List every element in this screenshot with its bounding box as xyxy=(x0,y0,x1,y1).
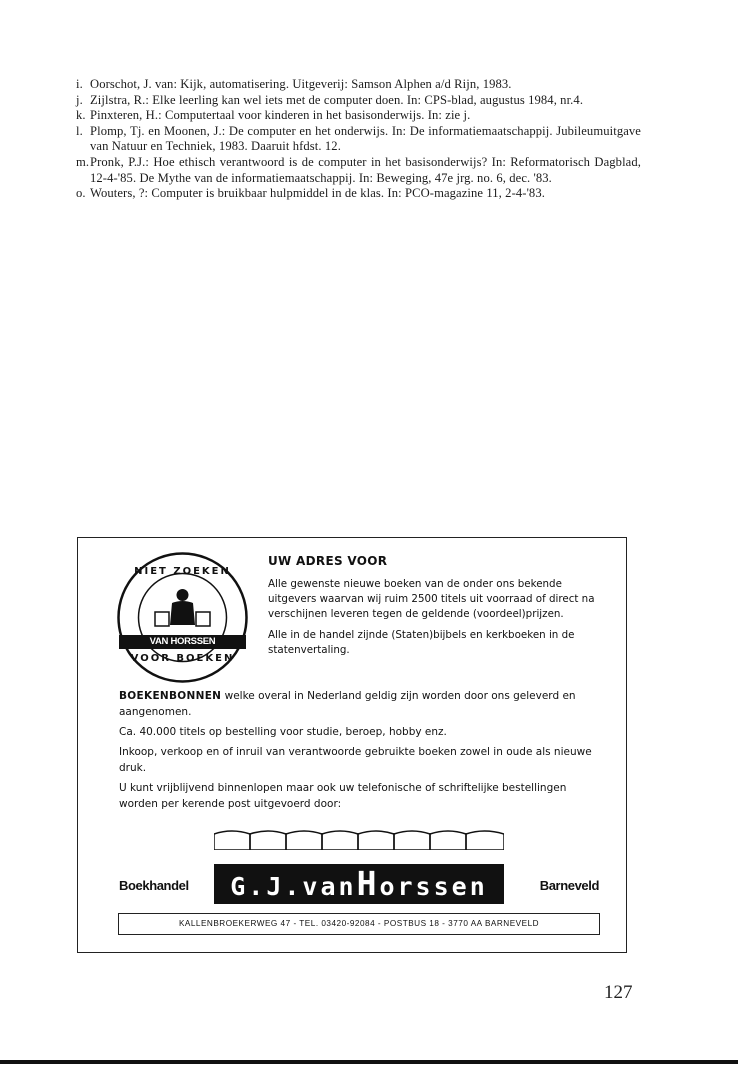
shop-left-label: Boekhandel xyxy=(119,878,189,893)
adres-title: UW ADRES VOOR xyxy=(268,554,388,568)
shop-logo xyxy=(115,550,250,685)
shop-name-b: orssen xyxy=(379,872,488,901)
reference-text: Oorschot, J. van: Kijk, automatisering. Uitgeverij: Samson Alphen a/d Rijn, 1983. xyxy=(90,77,512,91)
shop-name-a: G.J.van xyxy=(230,872,357,901)
shop-name-h: H xyxy=(356,864,380,903)
reference-letter: l. xyxy=(76,123,83,138)
reference-text: Zijlstra, R.: Elke leerling kan wel iets met de computer doen. In: CPS-blad, augustus 1984, nr.4. xyxy=(90,92,584,107)
reference-item xyxy=(76,124,641,155)
reference-letter: j. xyxy=(76,92,83,107)
bonnen-paragraph xyxy=(119,688,599,720)
reference-item xyxy=(76,186,641,202)
shop-address: KALLENBROEKERWEG 47 - TEL. 03420-92084 - POSTBUS 18 - 3770 AA BARNEVELD xyxy=(118,913,600,935)
bookshop-advertisement xyxy=(77,537,627,953)
titels-paragraph: Ca. 40.000 titels op bestelling voor studie, beroep, hobby enz. xyxy=(119,726,447,738)
bonnen-rest: welke overal in Nederland geldig zijn worden door ons geleverd en aangenomen. xyxy=(119,690,576,718)
adres-paragraph-new-books: Alle gewenste nieuwe boeken van de onder ons bekende uitgevers waarvan wij ruim 2500 titels uit voorraad of direct na verschijnen leveren tegen de geldende (voordeel)prijzen. xyxy=(268,578,595,620)
reference-item xyxy=(76,155,641,186)
reference-letter: k. xyxy=(76,108,86,123)
ad-body-text xyxy=(119,688,599,816)
reference-item xyxy=(76,93,641,109)
logo-label: VAN HORSSEN xyxy=(119,635,246,649)
bottom-rule xyxy=(0,1060,738,1064)
logo-bottom-text: VOOR BOEKEN xyxy=(130,653,235,664)
reference-text: Pronk, P.J.: Hoe ethisch verantwoord is de computer in het basisonderwijs? In: Reformatorisch Dagblad, 12-4-'85. De Mythe van de informatiemaatschappij. In: Beweging, 47e jrg. no. 6, dec. '83. xyxy=(90,154,641,185)
bonnen-strong: BOEKENBONNEN xyxy=(119,690,222,702)
page-number: 127 xyxy=(604,982,633,1003)
reference-item xyxy=(76,77,641,93)
shop-right-label: Barneveld xyxy=(539,878,599,893)
reference-letter: i. xyxy=(76,77,83,91)
shop-banner xyxy=(119,828,599,913)
reference-item xyxy=(76,108,641,124)
shop-name xyxy=(214,864,504,904)
reference-list xyxy=(76,77,641,202)
reference-letter: m. xyxy=(76,154,90,169)
reference-text: Wouters, ?: Computer is bruikbaar hulpmiddel in de klas. In: PCO-magazine 11, 2-4-'83. xyxy=(90,186,545,201)
adres-paragraph-bibles: Alle in de handel zijnde (Staten)bijbels en kerkboeken in de statenvertaling. xyxy=(268,629,575,656)
logo-top-text: NIET ZOEKEN xyxy=(134,566,231,577)
reference-letter: o. xyxy=(76,186,86,201)
binnenlopen-paragraph: U kunt vrijblijvend binnenlopen maar ook uw telefonische of schriftelijke bestellingen worden per kerende post uitgevoerd door: xyxy=(119,782,567,810)
inkoop-paragraph: Inkoop, verkoop en of inruil van verantwoorde gebruikte boeken zowel in oude als nieuwe druk. xyxy=(119,746,592,774)
reference-text: Pinxteren, H.: Computertaal voor kinderen in het basisonderwijs. In: zie j. xyxy=(90,108,471,123)
books-row-icon xyxy=(214,828,504,850)
reference-text: Plomp, Tj. en Moonen, J.: De computer en het onderwijs. In: De informatiemaatschappij. Jubileumuitgave van Natuur en Techniek, 1983. Daaruit hfdst. 12. xyxy=(90,123,641,154)
adres-section xyxy=(268,554,598,664)
